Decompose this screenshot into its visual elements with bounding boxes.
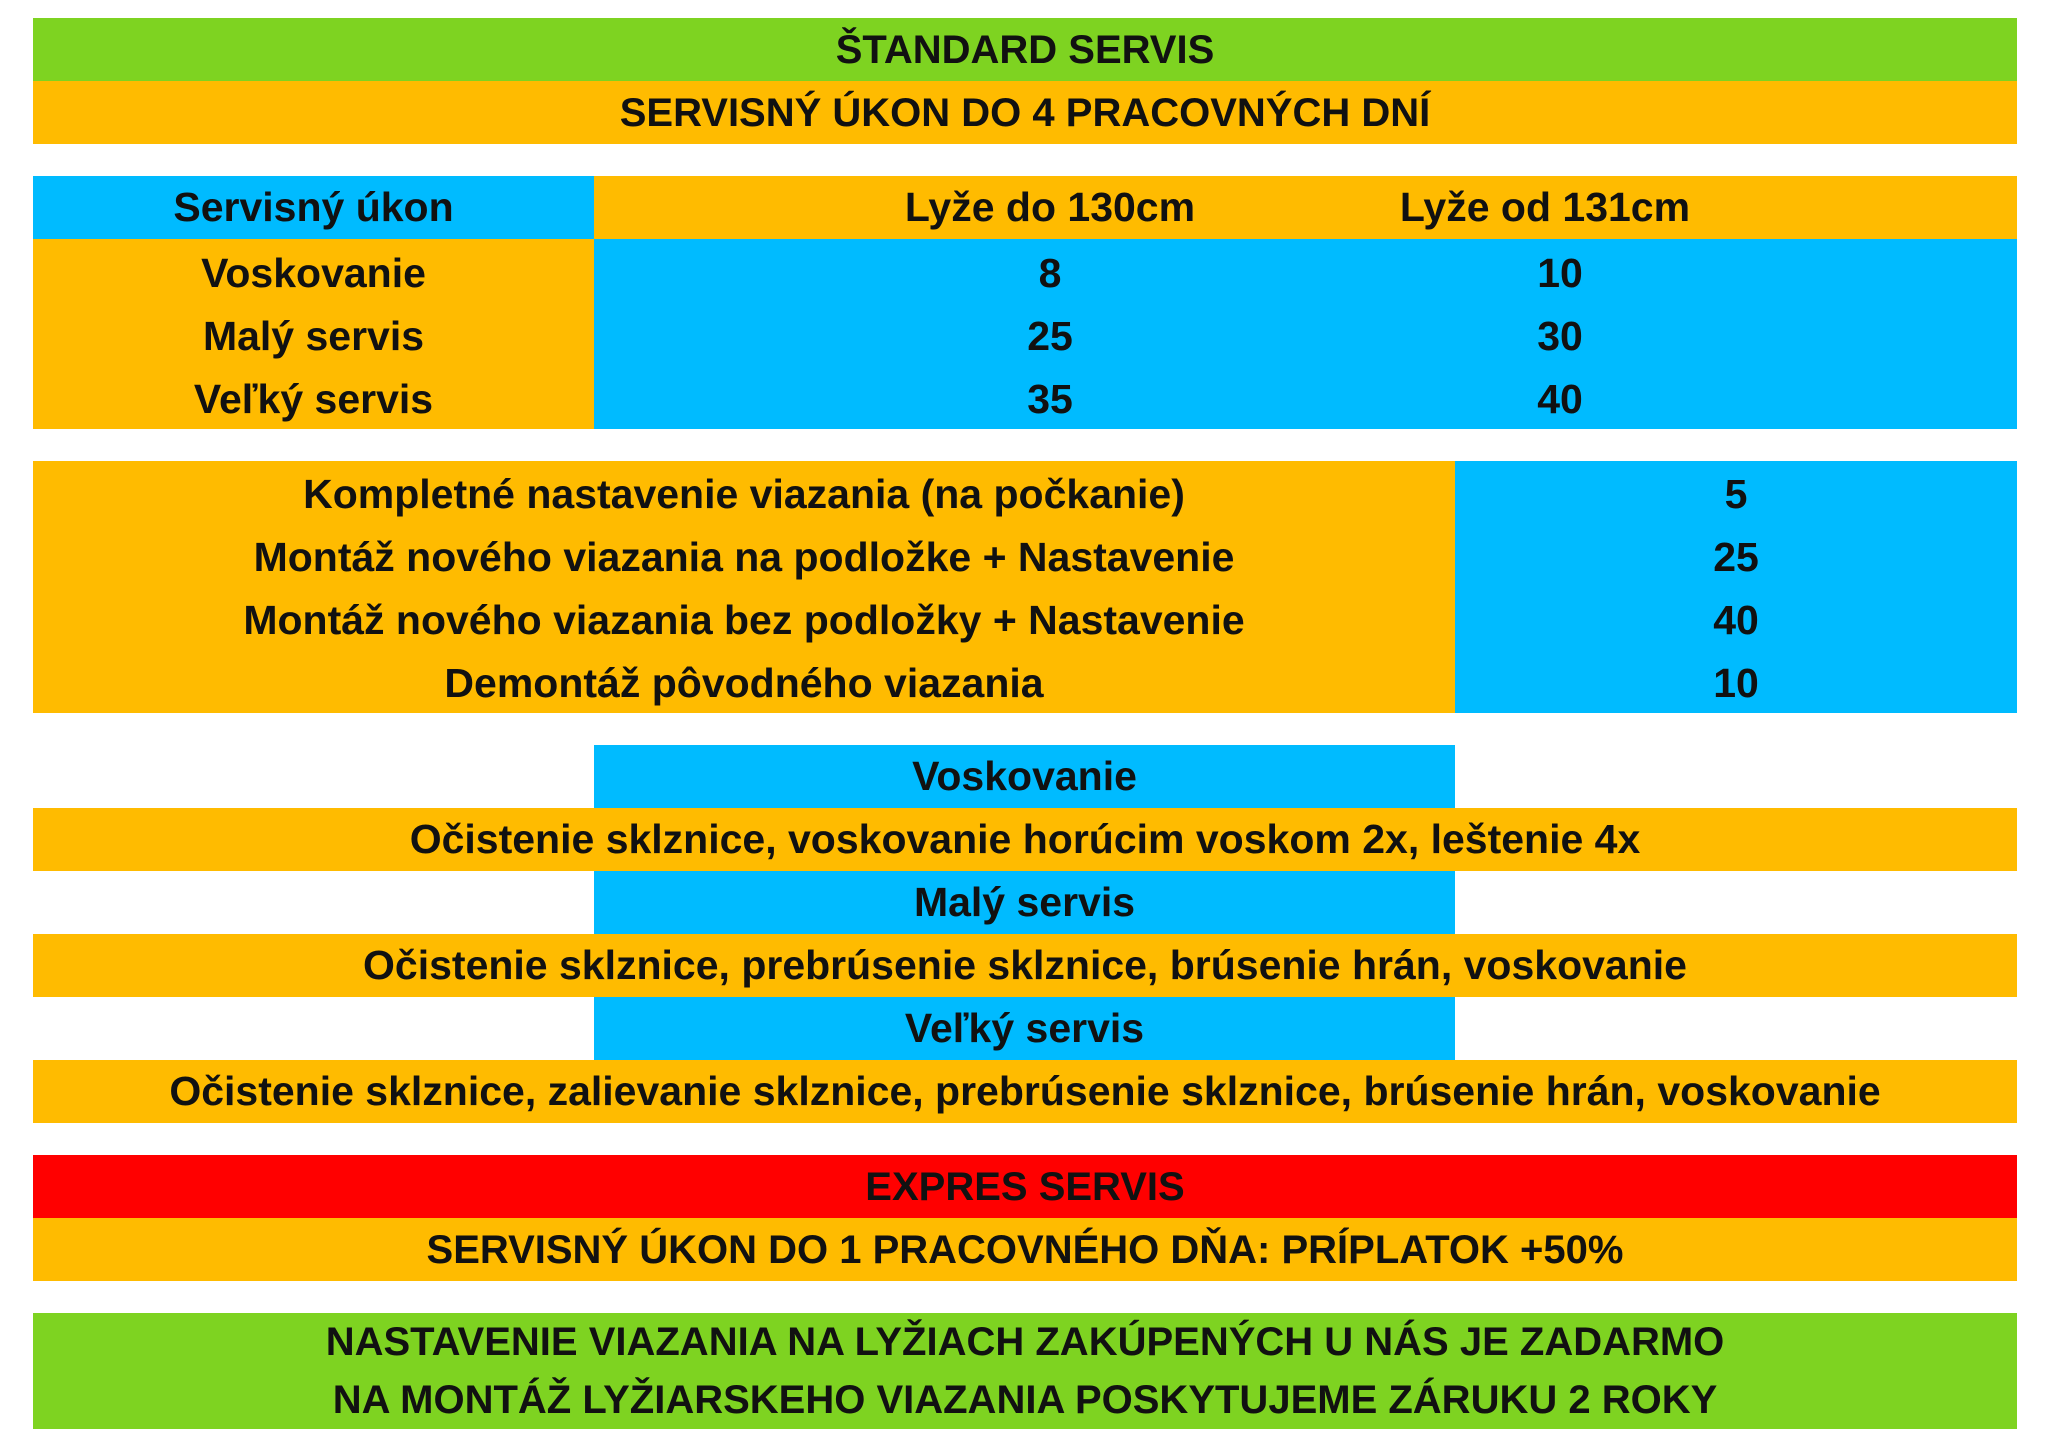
row-price-short: 8	[1038, 250, 1062, 296]
binding-service: Demontáž pôvodného viazania	[444, 660, 1044, 706]
header-long-skis: Lyže od 131cm	[1399, 184, 1691, 230]
row-price-long: 40	[1537, 376, 1583, 422]
binding-price: 5	[1724, 471, 1748, 517]
description-text: Očistenie sklznice, voskovanie horúcim voskom 2x, leštenie 4x	[33, 808, 2017, 871]
footer-notice	[33, 1313, 2017, 1429]
description-text: Očistenie sklznice, zalievanie sklznice, prebrúsenie sklznice, brúsenie hrán, voskovanie	[33, 1060, 2017, 1123]
binding-service: Montáž nového viazania na podložke + Nastavenie	[253, 534, 1235, 580]
express-title: EXPRES SERVIS	[33, 1155, 2017, 1218]
footer-line-2: NA MONTÁŽ LYŽIARSKEHO VIAZANIA POSKYTUJEME ZÁRUKU 2 ROKY	[332, 1378, 1718, 1422]
standard-title: ŠTANDARD SERVIS	[33, 18, 2017, 81]
row-price-long: 10	[1537, 250, 1583, 296]
price-column-bg	[594, 239, 2017, 429]
header-lengths-bg	[594, 176, 2017, 239]
row-service: Veľký servis	[193, 376, 434, 422]
binding-service: Kompletné nastavenie viazania (na počkanie)	[303, 471, 1185, 517]
binding-service: Montáž nového viazania bez podložky + Nastavenie	[243, 597, 1245, 643]
header-service: Servisný úkon	[33, 176, 594, 239]
binding-price: 10	[1713, 660, 1759, 706]
standard-subtitle: SERVISNÝ ÚKON DO 4 PRACOVNÝCH DNÍ	[33, 81, 2017, 144]
binding-price: 25	[1713, 534, 1759, 580]
description-heading: Malý servis	[594, 871, 1455, 934]
footer-line-1: NASTAVENIE VIAZANIA NA LYŽIACH ZAKÚPENÝCH U NÁS JE ZADARMO	[325, 1320, 1725, 1364]
header-short-skis: Lyže do 130cm	[904, 184, 1196, 230]
row-service: Malý servis	[202, 313, 425, 359]
express-subtitle: SERVISNÝ ÚKON DO 1 PRACOVNÉHO DŇA: PRÍPLATOK +50%	[33, 1218, 2017, 1281]
row-price-short: 25	[1027, 313, 1073, 359]
row-service: Voskovanie	[201, 250, 426, 296]
description-heading: Veľký servis	[594, 997, 1455, 1060]
binding-price: 40	[1713, 597, 1759, 643]
description-heading: Voskovanie	[594, 745, 1455, 808]
row-price-short: 35	[1027, 376, 1073, 422]
row-price-long: 30	[1537, 313, 1583, 359]
description-text: Očistenie sklznice, prebrúsenie sklznice, brúsenie hrán, voskovanie	[33, 934, 2017, 997]
